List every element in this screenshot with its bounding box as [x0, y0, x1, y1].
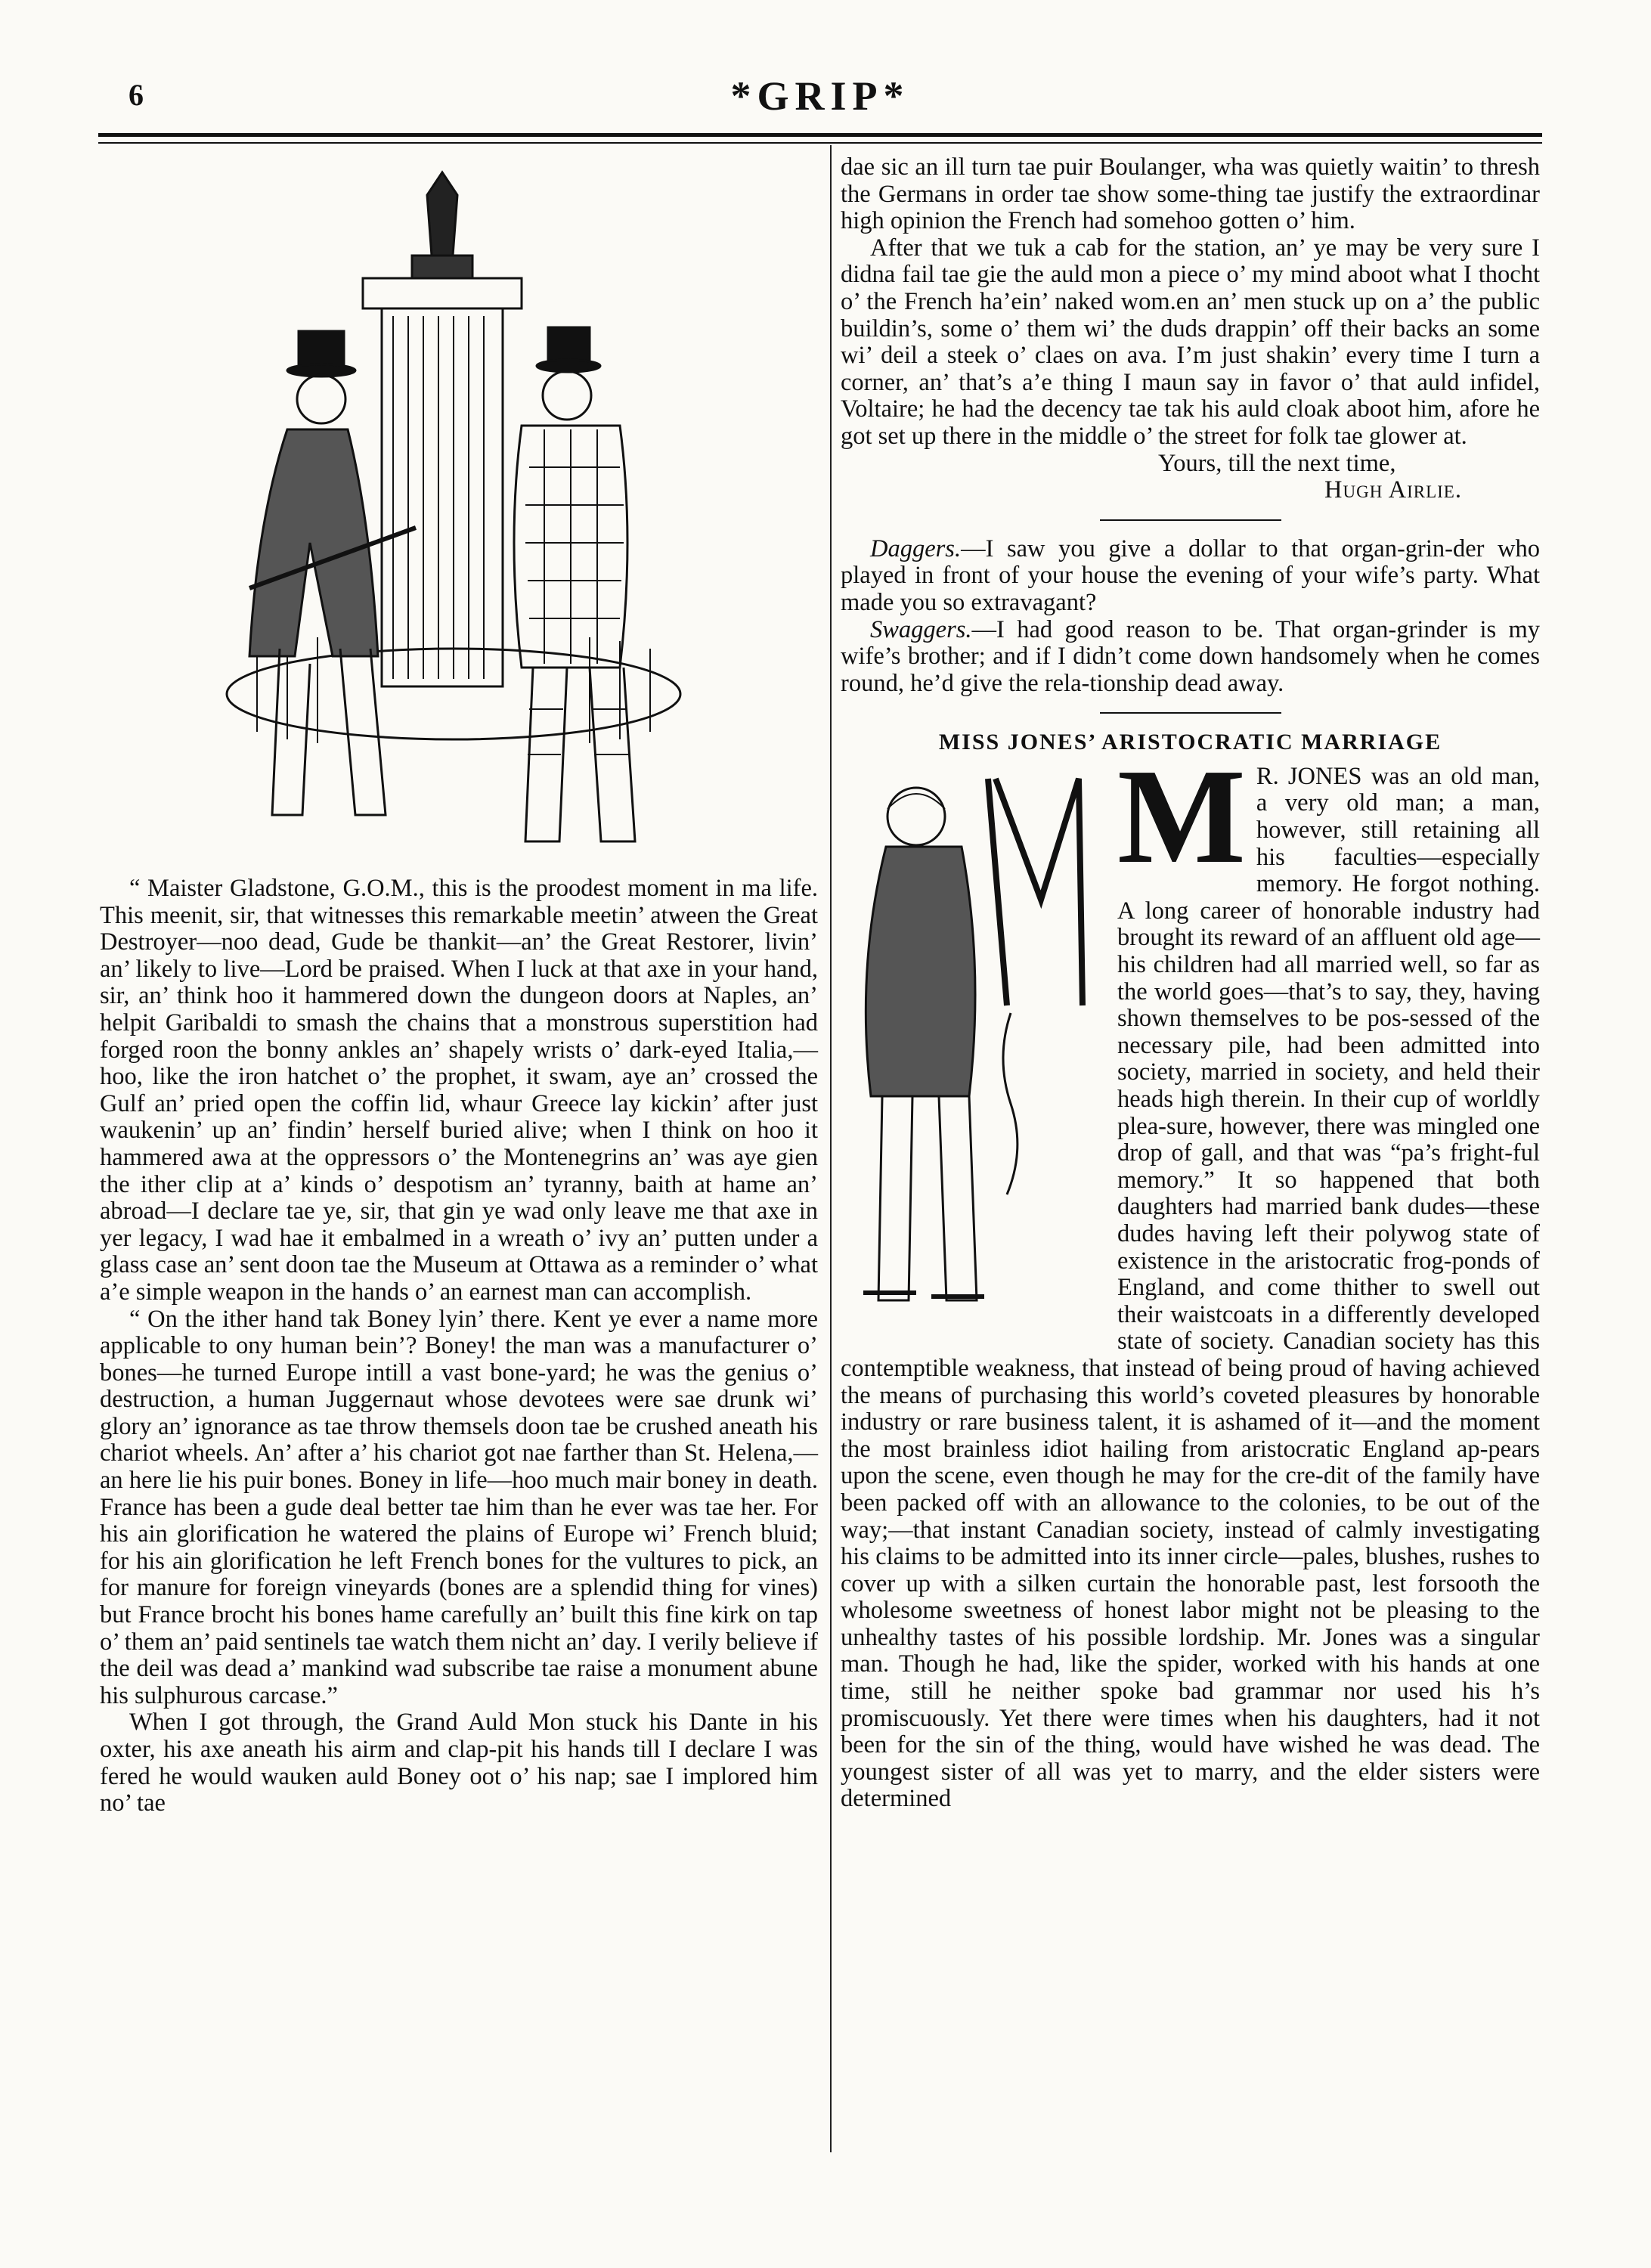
signature: Hugh Airlie. [1324, 476, 1462, 504]
section-rule [1100, 519, 1281, 521]
dialogue-text: —I had good reason to be. That organ-grinder is my wife’s brother; and if I didn’t come down handsomely when he comes round, he’d give the rela-tionship dead away. [841, 615, 1540, 697]
paragraph: “ On the ither hand tak Boney lyin’ there. Kent ye ever a name more applicable to ony human bein’? Boney! the man was a manufacturer o’ bones—he turned Europe intill a vast bone-yard; he was the genius o’ destruction, a human Juggernaut whose devotees were sae drunk wi’ glory an’ ignorance as tae throw themsels doon tae be crushed aneath his chariot wheels. An’ after a’ his chariot got nae farther than St. Helena,—an here lie his puir bones. Boney in life—hoo much mair boney in death. France has been a gude deal better tae him than he ever was tae her. For his ain glorification he watered the plains of Europe wi’ French bluid; for his ain glorification he left French bones for the vultures to pick, an for manure for foreign vineyards (bones are a splendid thing for vines) but France brocht his bones hame carefully an’ built this fine kirk on tap o’ them an’ paid sentinels tae watch them nicht an’ day. I verily believe if the deil was dead a’ mankind wad subscribe tae raise a monument abune his sulphurous carcase.” [100, 1305, 818, 1709]
dialogue-line [841, 617, 1540, 698]
header-rule-thin [98, 142, 1542, 144]
page-header [98, 73, 1542, 133]
right-column [841, 154, 1540, 1813]
page-number: 6 [129, 78, 144, 112]
dialogue-line [841, 536, 1540, 617]
paragraph: After that we tuk a cab for the station, an’ ye may be very sure I didna fail tae gie the auld mon a piece o’ my mind aboot what I thocht o’ the French ha’ein’ naked wom.en an’ men stuck up on a’ the public buildin’s, some o’ them wi’ the duds drappin’ off their backs an some wi’ deil a steek o’ claes on ava. I’m just shakin’ every time I turn a corner, an’ that’s a’e thing I maun say in favor o’ that auld infidel, Voltaire; he had the decency tae tak his auld cloak aboot him, afore he got set up there in the middle o’ the street for folk tae glower at. [841, 234, 1540, 450]
left-column [100, 875, 818, 1817]
header-rule [98, 133, 1542, 137]
masthead-title: *GRIP* [730, 73, 910, 119]
dialogue-text: —I saw you give a dollar to that organ-grin-der who played in front of your house the evening of your wife’s party. What made you so extravagant? [841, 534, 1540, 616]
paragraph: “ Maister Gladstone, G.O.M., this is the proodest moment in ma life. This meenit, sir, that witnesses this remarkable meetin’ atween the Great Destroyer—noo dead, Gude be thankit—an’ the Great Restorer, livin’ an’ likely to live—Lord be praised. When I luck at that axe in your hand, sir, an’ think hoo it hammered down the dungeon doors at Naples, an’ helpit Garibaldi to smash the chains that a monstrous superstition had forged roon the bonny ankles an’ shapely wrists o’ dark-eyed Italia,—hoo, like the iron hatchet o’ the prophet, it swam, aye an’ crossed the Gulf an’ pried open the coffin lid, whaur Greece lay kickin’ after just waukenin’ up an’ findin’ herself buried alive; when I think on hoo it hammered awa at the oppressors o’ the Montenegrins an’ was aye gien the ither clip at a’ kinds o’ despotism an’ tyranny, baith at hame an’ abroad—I declare tae ye, sir, that gin ye wad only leave me that axe in yer legacy, I wad hae it embalmed in a wreath o’ ivy an’ putten under a glass case an’ sent doon tae the Museum at Ottawa as a reminder o’ what a’e simple weapon in the hands o’ an earnest man can accomplish. [100, 875, 818, 1306]
mr-jones-illustration [841, 764, 1105, 1338]
column-divider [830, 145, 832, 2152]
speaker-name: Swaggers. [870, 615, 972, 643]
paragraph: dae sic an ill turn tae puir Boulanger, wha was quietly waitin’ to thresh the Germans in order tae show some-thing tae justify the extraordinar high opinion the French had somehoo gotten o’ him. [841, 153, 1540, 235]
gladstone-cartoon-illustration [166, 165, 741, 857]
drop-cap: M [1117, 740, 1246, 891]
section-rule [1100, 712, 1281, 714]
article-text: R. JONES was an old man, a very old man; a man, however, still retaining all his faculties—especially memory. He forgot nothing. A long career of honorable industry had brought its reward of an affluent old age—his children had all married well, so far as the world goes—that’s to say, they, having shown themselves to be pos-sessed of the necessary pile, had been admitted into society, married in society, and held their heads high therein. In their cup of worldly plea-sure, however, there was mingled one drop of gall, and that was “pa’s fright-ful memory.” It so happened that both daughters had married bank dudes—these dudes having left their polywog state of existence in the aristocratic frog-ponds of England, and come thither to swell out their waistcoats in a differently developed state of society. Canadian society has this contemptible weakness, that instead of being proud of having achieved the means of purchasing this world’s coveted pleasures by honorable industry or rare business talent, it is ashamed of it—and the moment the most brainless idiot hailing from aristocratic England ap-pears upon the scene, even though he may for the cre-dit of the family have been packed off with an allowance to the colonies, to be out of the way;—that instant Canadian society, instead of calmly investigating his claims to be admitted into its inner circle—pales, blushes, rushes to cover up with a silken curtain the honorable past, lest forsooth the wholesome sweetness of honest labor might not be pleasing to the unhealthy tastes of his possible lordship. Mr. Jones was a singular man. Though he had, like the spider, worked with his hands at one time, still he neither spoke bad grammar nor used his h’s promiscuously. Yet there were times when his daughters, had it not been for the sin of the thing, would have wished he was dead. The youngest sister of all was yet to marry, and the elder sisters were determined [841, 762, 1540, 1813]
article-title: MISS JONES’ ARISTOCRATIC MARRIAGE [938, 730, 1442, 755]
closing-line: Yours, till the next time, [1158, 449, 1396, 477]
paragraph: When I got through, the Grand Auld Mon stuck his Dante in his oxter, his axe aneath his airm and clap-pit his hands till I declare I was fered he would wauken auld Boney oot o’ his nap; sae I implored him no’ tae [100, 1709, 818, 1817]
speaker-name: Daggers. [870, 534, 962, 562]
